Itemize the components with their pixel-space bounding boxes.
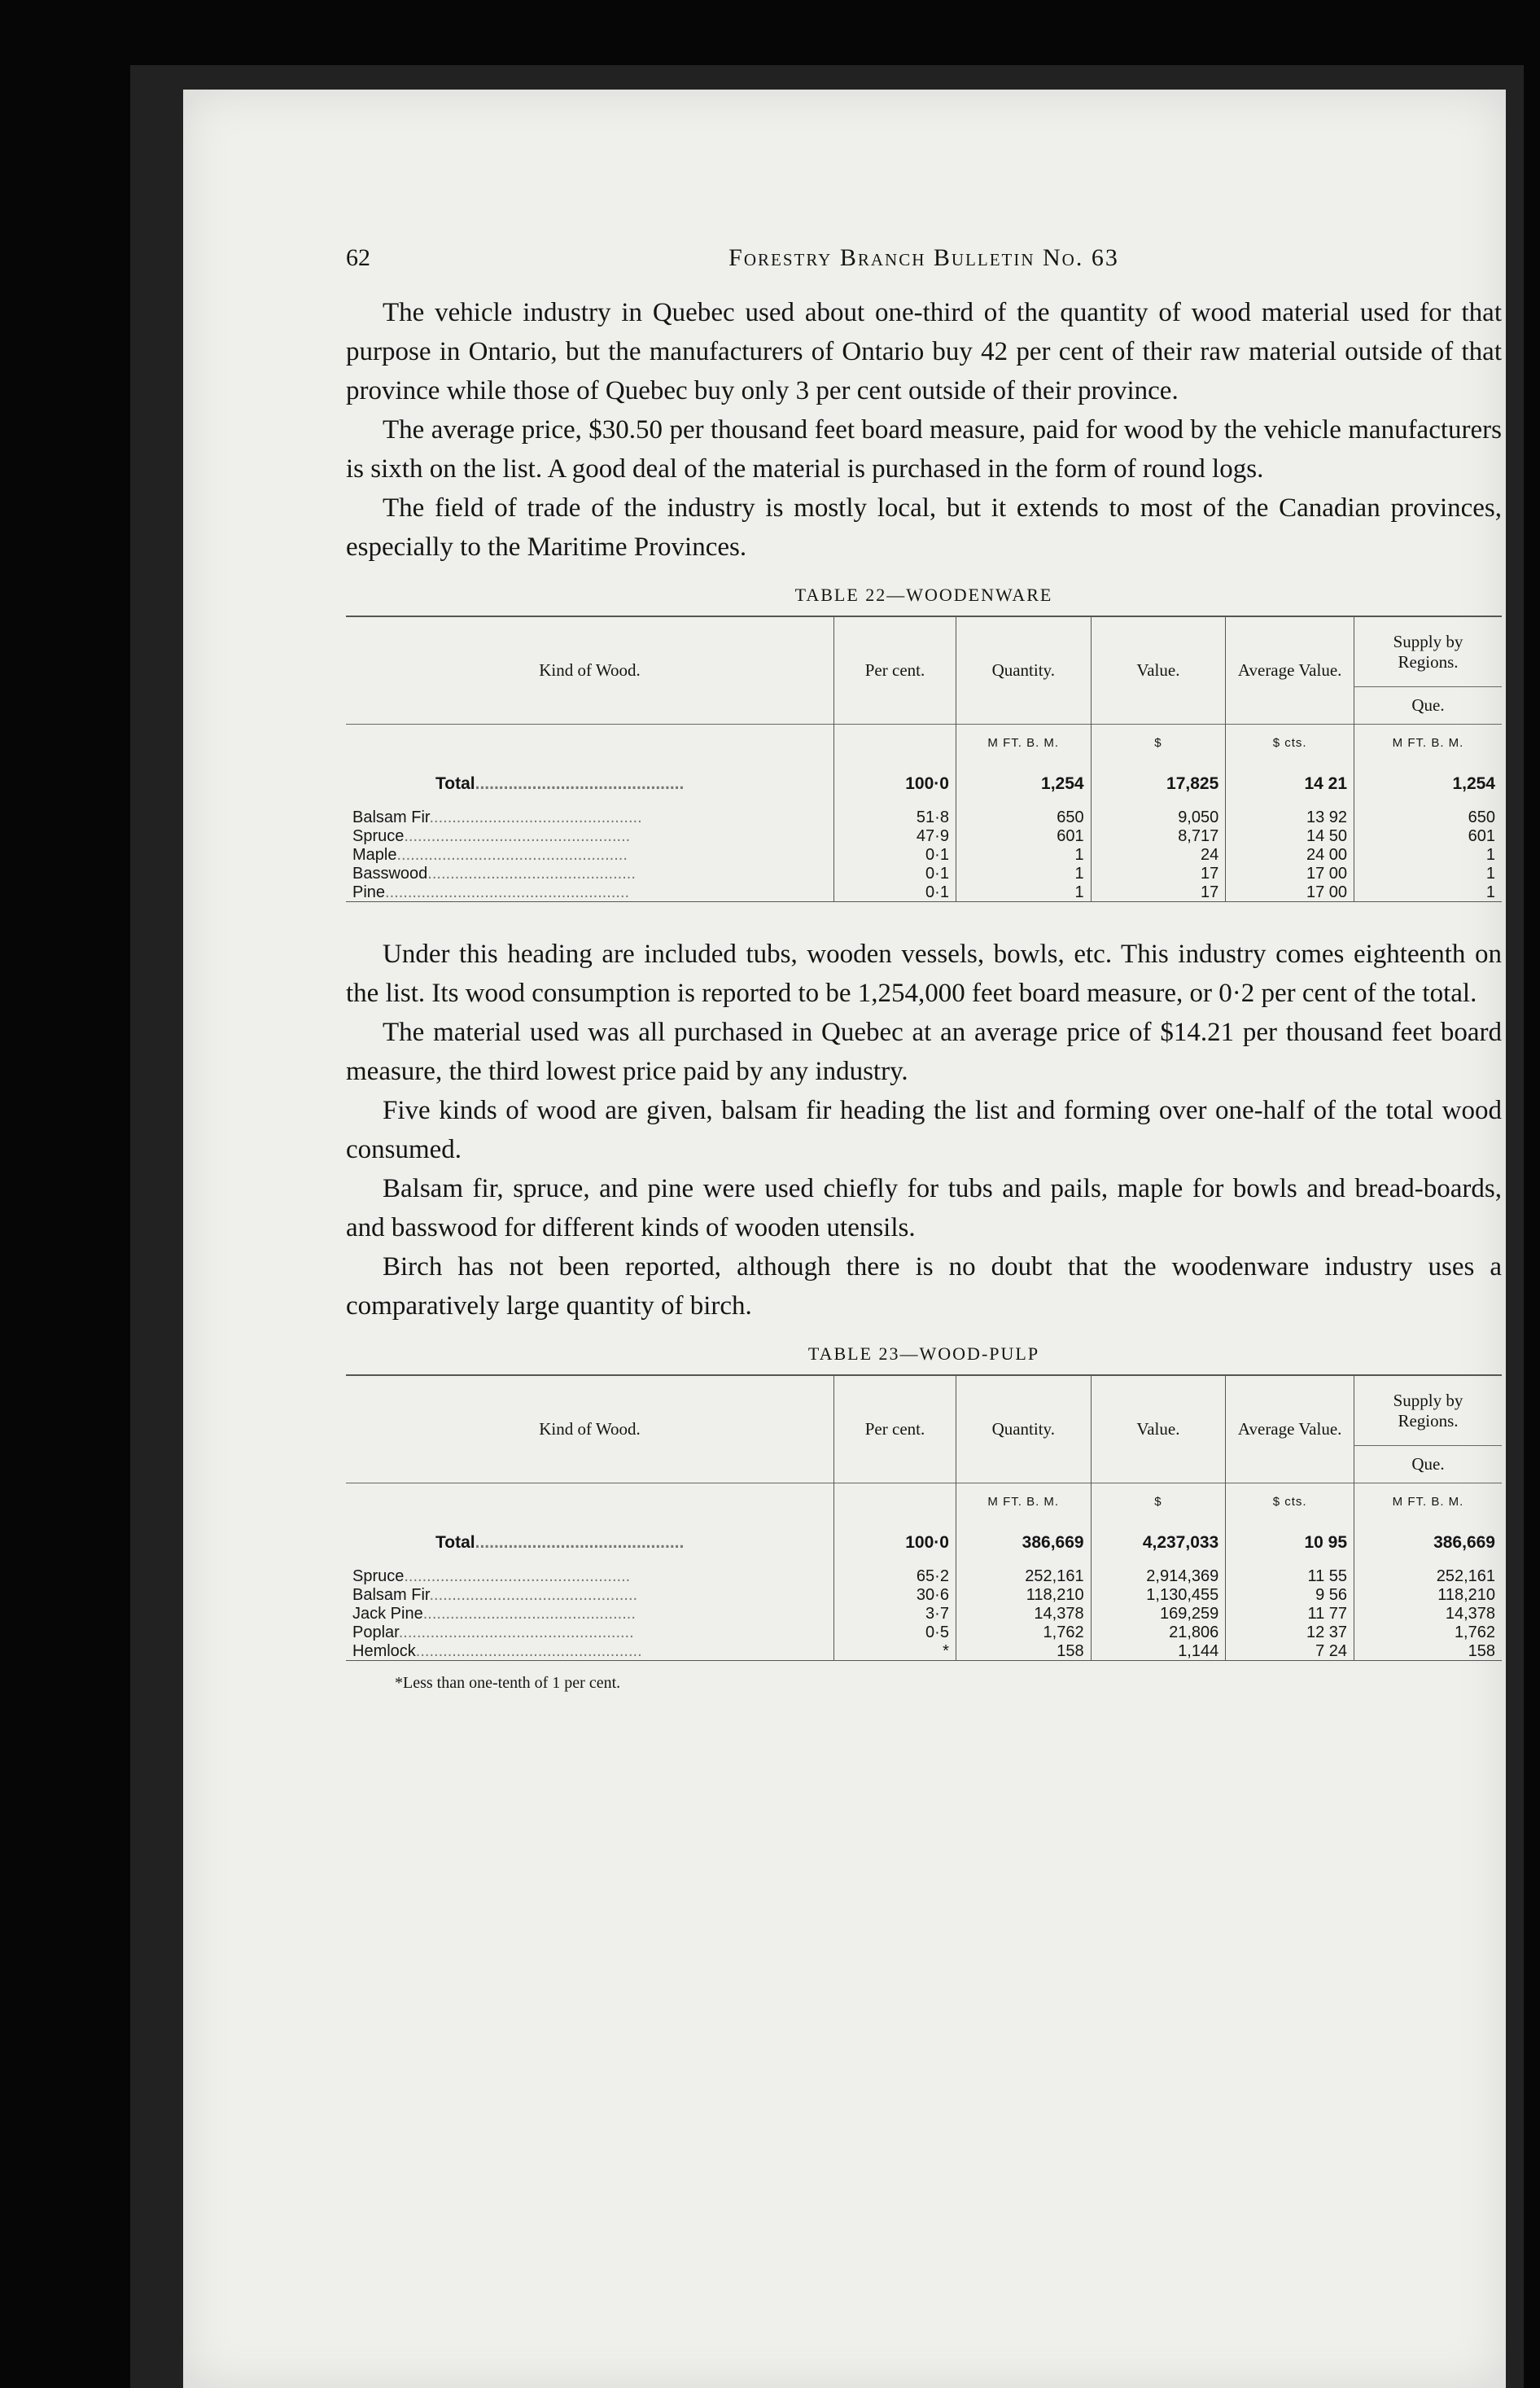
table-row: Balsam Fir.............................................. 30·6 118,210 1,130,455 9 56 118,210 bbox=[346, 1585, 1502, 1604]
row-average: 24 00 bbox=[1226, 845, 1354, 864]
row-value: 17 bbox=[1091, 864, 1226, 883]
total-quantity: 1,254 bbox=[956, 760, 1091, 808]
unit-average: $ cts. bbox=[1226, 725, 1354, 761]
row-kind: Basswood bbox=[352, 864, 428, 883]
row-quantity: 158 bbox=[956, 1641, 1091, 1661]
row-que: 1 bbox=[1354, 845, 1502, 864]
table-row-total: Total............................................ 100·0 386,669 4,237,033 10 95 386,669 bbox=[346, 1519, 1502, 1566]
paragraph: Five kinds of wood are given, balsam fir heading the list and forming over one-half of the total wood consumed. bbox=[346, 1096, 1502, 1164]
unit-quantity: M FT. B. M. bbox=[956, 1483, 1091, 1520]
book-page bbox=[183, 90, 1506, 2388]
row-kind: Poplar bbox=[352, 1623, 399, 1641]
row-percent: 51·8 bbox=[834, 808, 956, 826]
row-average: 11 77 bbox=[1226, 1604, 1354, 1623]
row-value: 8,717 bbox=[1091, 826, 1226, 845]
row-value: 2,914,369 bbox=[1091, 1566, 1226, 1585]
top-text bbox=[346, 293, 1502, 567]
row-que: 118,210 bbox=[1354, 1585, 1502, 1604]
header-average: Average Value. bbox=[1226, 616, 1354, 725]
unit-quantity: M FT. B. M. bbox=[956, 725, 1091, 761]
row-percent: 30·6 bbox=[834, 1585, 956, 1604]
row-percent: 0·1 bbox=[834, 864, 956, 883]
running-head bbox=[346, 244, 1502, 293]
row-percent: 47·9 bbox=[834, 826, 956, 845]
unit-value: $ bbox=[1091, 1483, 1226, 1520]
paragraph: Balsam fir, spruce, and pine were used chiefly for tubs and pails, maple for bowls and bread-boards, and basswood for different kinds of wooden utensils. bbox=[346, 1174, 1502, 1242]
row-kind: Maple bbox=[352, 845, 397, 864]
row-que: 14,378 bbox=[1354, 1604, 1502, 1623]
table-23-wood-pulp bbox=[346, 1374, 1502, 1661]
row-kind: Spruce bbox=[352, 1566, 405, 1585]
total-value: 4,237,033 bbox=[1091, 1519, 1226, 1566]
row-average: 11 55 bbox=[1226, 1566, 1354, 1585]
row-value: 169,259 bbox=[1091, 1604, 1226, 1623]
row-percent: 3·7 bbox=[834, 1604, 956, 1623]
page-content bbox=[346, 244, 1502, 1693]
table-row: Balsam Fir............................................... 51·8 650 9,050 13 92 650 bbox=[346, 808, 1502, 826]
row-value: 9,050 bbox=[1091, 808, 1226, 826]
paragraph: Under this heading are included tubs, wooden vessels, bowls, etc. This industry comes eighteenth on the list. Its wood consumption is reported to be 1,254,000 feet board measure, or 0·2 per cent of the total. bbox=[346, 940, 1502, 1008]
row-kind: Hemlock bbox=[352, 1641, 416, 1660]
row-quantity: 1 bbox=[956, 864, 1091, 883]
row-quantity: 601 bbox=[956, 826, 1091, 845]
row-que: 1 bbox=[1354, 883, 1502, 902]
header-kind: Kind of Wood. bbox=[346, 616, 834, 725]
row-value: 1,130,455 bbox=[1091, 1585, 1226, 1604]
total-average: 14 21 bbox=[1226, 760, 1354, 808]
header-quantity: Quantity. bbox=[956, 616, 1091, 725]
row-percent: 0·1 bbox=[834, 845, 956, 864]
header-region: Que. bbox=[1354, 687, 1502, 725]
row-quantity: 650 bbox=[956, 808, 1091, 826]
total-label: Total bbox=[435, 1533, 475, 1552]
row-que: 252,161 bbox=[1354, 1566, 1502, 1585]
row-kind: Jack Pine bbox=[352, 1604, 423, 1623]
row-value: 24 bbox=[1091, 845, 1226, 864]
header-quantity: Quantity. bbox=[956, 1375, 1091, 1483]
row-kind: Pine bbox=[352, 883, 386, 901]
table-row: Spruce.................................................. 65·2 252,161 2,914,369 11 55 252,161 bbox=[346, 1566, 1502, 1585]
row-quantity: 1 bbox=[956, 845, 1091, 864]
row-quantity: 118,210 bbox=[956, 1585, 1091, 1604]
table-row: Basswood.............................................. 0·1 1 17 17 00 1 bbox=[346, 864, 1502, 883]
total-que: 386,669 bbox=[1354, 1519, 1502, 1566]
total-percent: 100·0 bbox=[834, 1519, 956, 1566]
row-que: 601 bbox=[1354, 826, 1502, 845]
table-row: Pine...................................................... 0·1 1 17 17 00 1 bbox=[346, 883, 1502, 902]
row-quantity: 14,378 bbox=[956, 1604, 1091, 1623]
row-average: 9 56 bbox=[1226, 1585, 1354, 1604]
table-row: Hemlock.................................................. * 158 1,144 7 24 158 bbox=[346, 1641, 1502, 1661]
table-row: Jack Pine............................................... 3·7 14,378 169,259 11 77 14,378 bbox=[346, 1604, 1502, 1623]
header-supply: Supply by Regions. bbox=[1354, 616, 1502, 687]
total-value: 17,825 bbox=[1091, 760, 1226, 808]
table-22-caption: TABLE 22—WOODENWARE bbox=[794, 585, 1053, 605]
row-percent: 0·1 bbox=[834, 883, 956, 902]
unit-supply: M FT. B. M. bbox=[1354, 725, 1502, 761]
header-value: Value. bbox=[1091, 1375, 1226, 1483]
row-kind: Balsam Fir bbox=[352, 808, 430, 826]
total-label: Total bbox=[435, 774, 475, 793]
row-quantity: 1 bbox=[956, 883, 1091, 902]
unit-average: $ cts. bbox=[1226, 1483, 1354, 1520]
row-average: 17 00 bbox=[1226, 883, 1354, 902]
row-percent: 0·5 bbox=[834, 1623, 956, 1641]
row-kind: Spruce bbox=[352, 826, 405, 845]
total-que: 1,254 bbox=[1354, 760, 1502, 808]
row-que: 158 bbox=[1354, 1641, 1502, 1661]
row-value: 21,806 bbox=[1091, 1623, 1226, 1641]
unit-value: $ bbox=[1091, 725, 1226, 761]
row-average: 13 92 bbox=[1226, 808, 1354, 826]
header-kind: Kind of Wood. bbox=[346, 1375, 834, 1483]
header-value: Value. bbox=[1091, 616, 1226, 725]
paragraph: The material used was all purchased in Quebec at an average price of $14.21 per thousand feet board measure, the third lowest price paid by any industry. bbox=[346, 1018, 1502, 1086]
row-percent: 65·2 bbox=[834, 1566, 956, 1585]
row-average: 17 00 bbox=[1226, 864, 1354, 883]
total-percent: 100·0 bbox=[834, 760, 956, 808]
paragraph: Birch has not been reported, although there is no doubt that the woodenware industry uses a comparatively large quantity of birch. bbox=[346, 1252, 1502, 1321]
table-23-caption: TABLE 23—WOOD-PULP bbox=[807, 1343, 1040, 1364]
row-quantity: 1,762 bbox=[956, 1623, 1091, 1641]
table-row-total: Total............................................ 100·0 1,254 17,825 14 21 1,254 bbox=[346, 760, 1502, 808]
header-percent: Per cent. bbox=[834, 616, 956, 725]
table-row: Spruce.................................................. 47·9 601 8,717 14 50 601 bbox=[346, 826, 1502, 845]
paragraph: The vehicle industry in Quebec used about one-third of the quantity of wood material used for that purpose in Ontario, but the manufacturers of Ontario buy 42 per cent of their raw material outside of that province while those of Quebec buy only 3 per cent outside of their province. bbox=[346, 298, 1502, 405]
paragraph: The field of trade of the industry is mostly local, but it extends to most of the Canadian provinces, especially to the Maritime Provinces. bbox=[346, 493, 1502, 562]
middle-text bbox=[346, 935, 1502, 1325]
row-que: 1 bbox=[1354, 864, 1502, 883]
row-value: 17 bbox=[1091, 883, 1226, 902]
row-quantity: 252,161 bbox=[956, 1566, 1091, 1585]
running-title: Forestry Branch Bulletin No. 63 bbox=[728, 244, 1119, 271]
table-row: Maple................................................... 0·1 1 24 24 00 1 bbox=[346, 845, 1502, 864]
header-average: Average Value. bbox=[1226, 1375, 1354, 1483]
header-region: Que. bbox=[1354, 1446, 1502, 1483]
total-quantity: 386,669 bbox=[956, 1519, 1091, 1566]
unit-supply: M FT. B. M. bbox=[1354, 1483, 1502, 1520]
row-average: 14 50 bbox=[1226, 826, 1354, 845]
table-22-woodenware bbox=[346, 616, 1502, 902]
page-number: 62 bbox=[346, 244, 370, 271]
table-row: Poplar.................................................... 0·5 1,762 21,806 12 37 1,762 bbox=[346, 1623, 1502, 1641]
total-average: 10 95 bbox=[1226, 1519, 1354, 1566]
row-value: 1,144 bbox=[1091, 1641, 1226, 1661]
paragraph: The average price, $30.50 per thousand feet board measure, paid for wood by the vehicle manufacturers is sixth on the list. A good deal of the material is purchased in the form of round logs. bbox=[346, 415, 1502, 484]
row-average: 7 24 bbox=[1226, 1641, 1354, 1661]
row-average: 12 37 bbox=[1226, 1623, 1354, 1641]
header-percent: Per cent. bbox=[834, 1375, 956, 1483]
row-que: 650 bbox=[1354, 808, 1502, 826]
row-que: 1,762 bbox=[1354, 1623, 1502, 1641]
header-supply: Supply by Regions. bbox=[1354, 1375, 1502, 1446]
row-percent: * bbox=[834, 1641, 956, 1661]
row-kind: Balsam Fir bbox=[352, 1585, 430, 1604]
table-23-footnote: *Less than one-tenth of 1 per cent. bbox=[395, 1674, 621, 1692]
